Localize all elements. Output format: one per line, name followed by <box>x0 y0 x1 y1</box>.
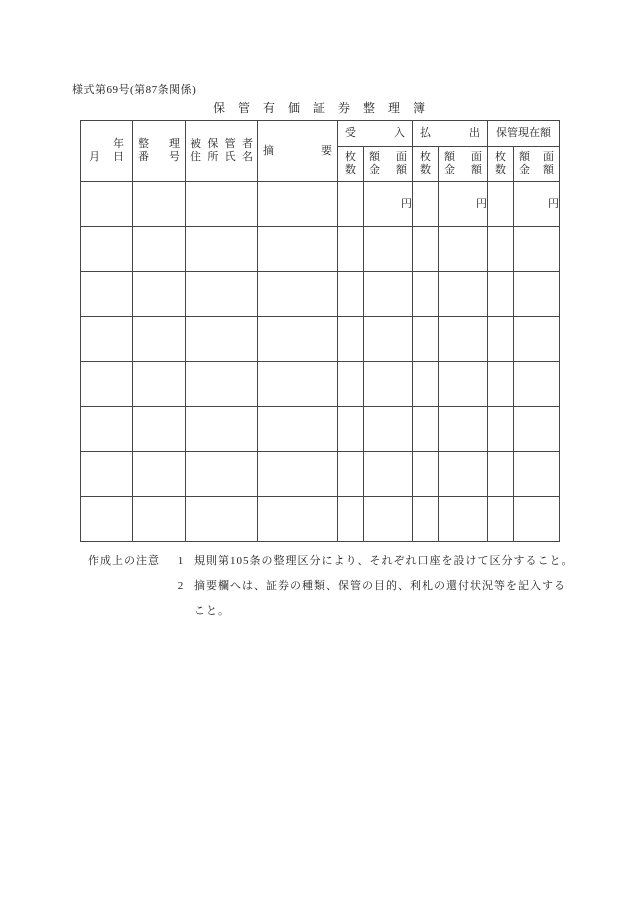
serial-line2: 番 号 <box>138 151 180 163</box>
empty-cell <box>338 497 364 542</box>
empty-cell <box>258 452 338 497</box>
yen-unit-cell: 円 <box>364 182 413 227</box>
empty-cell <box>364 227 413 272</box>
table-row <box>81 497 560 542</box>
empty-cell <box>439 452 488 497</box>
amount-line2: 金 額 <box>519 164 554 176</box>
empty-cell <box>413 362 439 407</box>
empty-cell <box>133 362 186 407</box>
empty-cell <box>413 317 439 362</box>
current-balance-label: 保管現在額 <box>496 127 551 139</box>
note-number: 2 <box>177 580 185 592</box>
custody-securities-ledger-table <box>80 120 560 542</box>
empty-cell <box>439 317 488 362</box>
sheets-line2: 数 <box>345 164 356 176</box>
amount-line2: 金 額 <box>369 164 407 176</box>
note-item-2 <box>176 574 574 624</box>
date-year-label: 年 <box>113 138 124 150</box>
ledger-body <box>81 182 560 542</box>
empty-cell <box>81 272 133 317</box>
table-row <box>81 182 560 227</box>
empty-cell <box>133 452 186 497</box>
empty-cell <box>413 272 439 317</box>
empty-cell <box>488 407 514 452</box>
empty-cell <box>186 407 258 452</box>
table-row <box>81 452 560 497</box>
col-header-serial-number <box>133 121 186 182</box>
empty-cell <box>488 497 514 542</box>
empty-cell <box>364 407 413 452</box>
amount-line1: 額 面 <box>519 151 554 163</box>
note-number: 1 <box>177 555 185 567</box>
empty-cell <box>439 407 488 452</box>
header-row-groups <box>81 121 560 147</box>
empty-cell <box>488 227 514 272</box>
empty-cell <box>338 182 364 227</box>
empty-cell <box>338 272 364 317</box>
sheets-line2: 数 <box>495 164 506 176</box>
sheets-line2: 数 <box>420 164 431 176</box>
summary-label: 摘 要 <box>263 144 332 157</box>
note-text <box>194 549 574 574</box>
empty-cell <box>488 317 514 362</box>
group-header-payout <box>413 121 488 147</box>
sub-header-amount-payout <box>439 147 488 182</box>
empty-cell <box>514 362 560 407</box>
empty-cell <box>258 182 338 227</box>
empty-cell <box>258 272 338 317</box>
empty-cell <box>488 272 514 317</box>
empty-cell <box>258 362 338 407</box>
empty-cell <box>338 227 364 272</box>
empty-cell <box>364 452 413 497</box>
empty-cell <box>413 182 439 227</box>
group-header-current-balance <box>488 121 560 147</box>
yen-unit-cell: 円 <box>439 182 488 227</box>
empty-cell <box>186 227 258 272</box>
empty-cell <box>413 497 439 542</box>
note-item-1 <box>176 549 574 574</box>
sub-header-sheets-receipt <box>338 147 364 182</box>
empty-cell <box>338 317 364 362</box>
table-row <box>81 362 560 407</box>
notes-label: 作成上の注意 <box>88 555 160 567</box>
empty-cell <box>186 182 258 227</box>
receipt-label: 受 入 <box>345 127 405 139</box>
note-line: 規則第105条の整理区分により、それぞれ口座を設けて区分すること。 <box>194 555 574 567</box>
empty-cell <box>413 227 439 272</box>
form-number-label: 様式第69号(第87条関係) <box>72 84 197 96</box>
amount-line1: 額 面 <box>444 151 482 163</box>
payout-label: 払 出 <box>420 127 480 139</box>
empty-cell <box>338 362 364 407</box>
empty-cell <box>258 407 338 452</box>
empty-cell <box>81 317 133 362</box>
empty-cell <box>186 452 258 497</box>
empty-cell <box>133 227 186 272</box>
group-header-receipt <box>338 121 413 147</box>
empty-cell <box>338 452 364 497</box>
empty-cell <box>413 407 439 452</box>
note-line: こと。 <box>194 605 230 617</box>
empty-cell <box>439 227 488 272</box>
empty-cell <box>81 227 133 272</box>
empty-cell <box>81 407 133 452</box>
empty-cell <box>81 452 133 497</box>
sub-header-sheets-balance <box>488 147 514 182</box>
empty-cell <box>258 497 338 542</box>
empty-cell <box>364 497 413 542</box>
yen-unit-cell: 円 <box>514 182 560 227</box>
empty-cell <box>439 272 488 317</box>
empty-cell <box>514 272 560 317</box>
amount-line2: 金 額 <box>444 164 482 176</box>
date-month-day-label: 月 日 <box>89 151 124 163</box>
empty-cell <box>488 362 514 407</box>
table-row <box>81 227 560 272</box>
col-header-custodian <box>186 121 258 182</box>
empty-cell <box>258 317 338 362</box>
empty-cell <box>258 227 338 272</box>
empty-cell <box>81 497 133 542</box>
empty-cell <box>338 407 364 452</box>
empty-cell <box>488 452 514 497</box>
notes-items <box>176 549 574 624</box>
empty-cell <box>186 362 258 407</box>
note-text <box>194 574 566 624</box>
sub-header-amount-balance <box>514 147 560 182</box>
table-row <box>81 317 560 362</box>
empty-cell <box>413 452 439 497</box>
empty-cell <box>133 272 186 317</box>
empty-cell <box>186 317 258 362</box>
col-header-date <box>81 121 133 182</box>
sheets-line1: 枚 <box>345 151 356 163</box>
sub-header-sheets-payout <box>413 147 439 182</box>
empty-cell <box>439 362 488 407</box>
custodian-line1: 被 保 管 者 <box>190 138 253 150</box>
empty-cell <box>514 407 560 452</box>
empty-cell <box>364 362 413 407</box>
serial-line1: 整 理 <box>138 138 180 150</box>
empty-cell <box>133 497 186 542</box>
empty-cell <box>133 407 186 452</box>
amount-line1: 額 面 <box>369 151 407 163</box>
sub-header-amount-receipt <box>364 147 413 182</box>
sheets-line1: 枚 <box>495 151 506 163</box>
empty-cell <box>133 317 186 362</box>
empty-cell <box>514 497 560 542</box>
page-title: 保管有価証券整理簿 <box>212 101 438 115</box>
notes <box>88 549 574 624</box>
empty-cell <box>186 272 258 317</box>
empty-cell <box>439 497 488 542</box>
note-line: 摘要欄へは、証券の種類、保管の目的、利札の還付状況等を記入する <box>194 580 566 592</box>
empty-cell <box>514 227 560 272</box>
empty-cell <box>81 362 133 407</box>
empty-cell <box>488 182 514 227</box>
empty-cell <box>186 497 258 542</box>
table-row <box>81 272 560 317</box>
custodian-line2: 住 所 氏 名 <box>190 151 253 163</box>
empty-cell <box>514 317 560 362</box>
col-header-summary <box>258 121 338 182</box>
empty-cell <box>364 272 413 317</box>
empty-cell <box>81 182 133 227</box>
table-row <box>81 407 560 452</box>
sheets-line1: 枚 <box>420 151 431 163</box>
empty-cell <box>514 452 560 497</box>
empty-cell <box>133 182 186 227</box>
empty-cell <box>364 317 413 362</box>
